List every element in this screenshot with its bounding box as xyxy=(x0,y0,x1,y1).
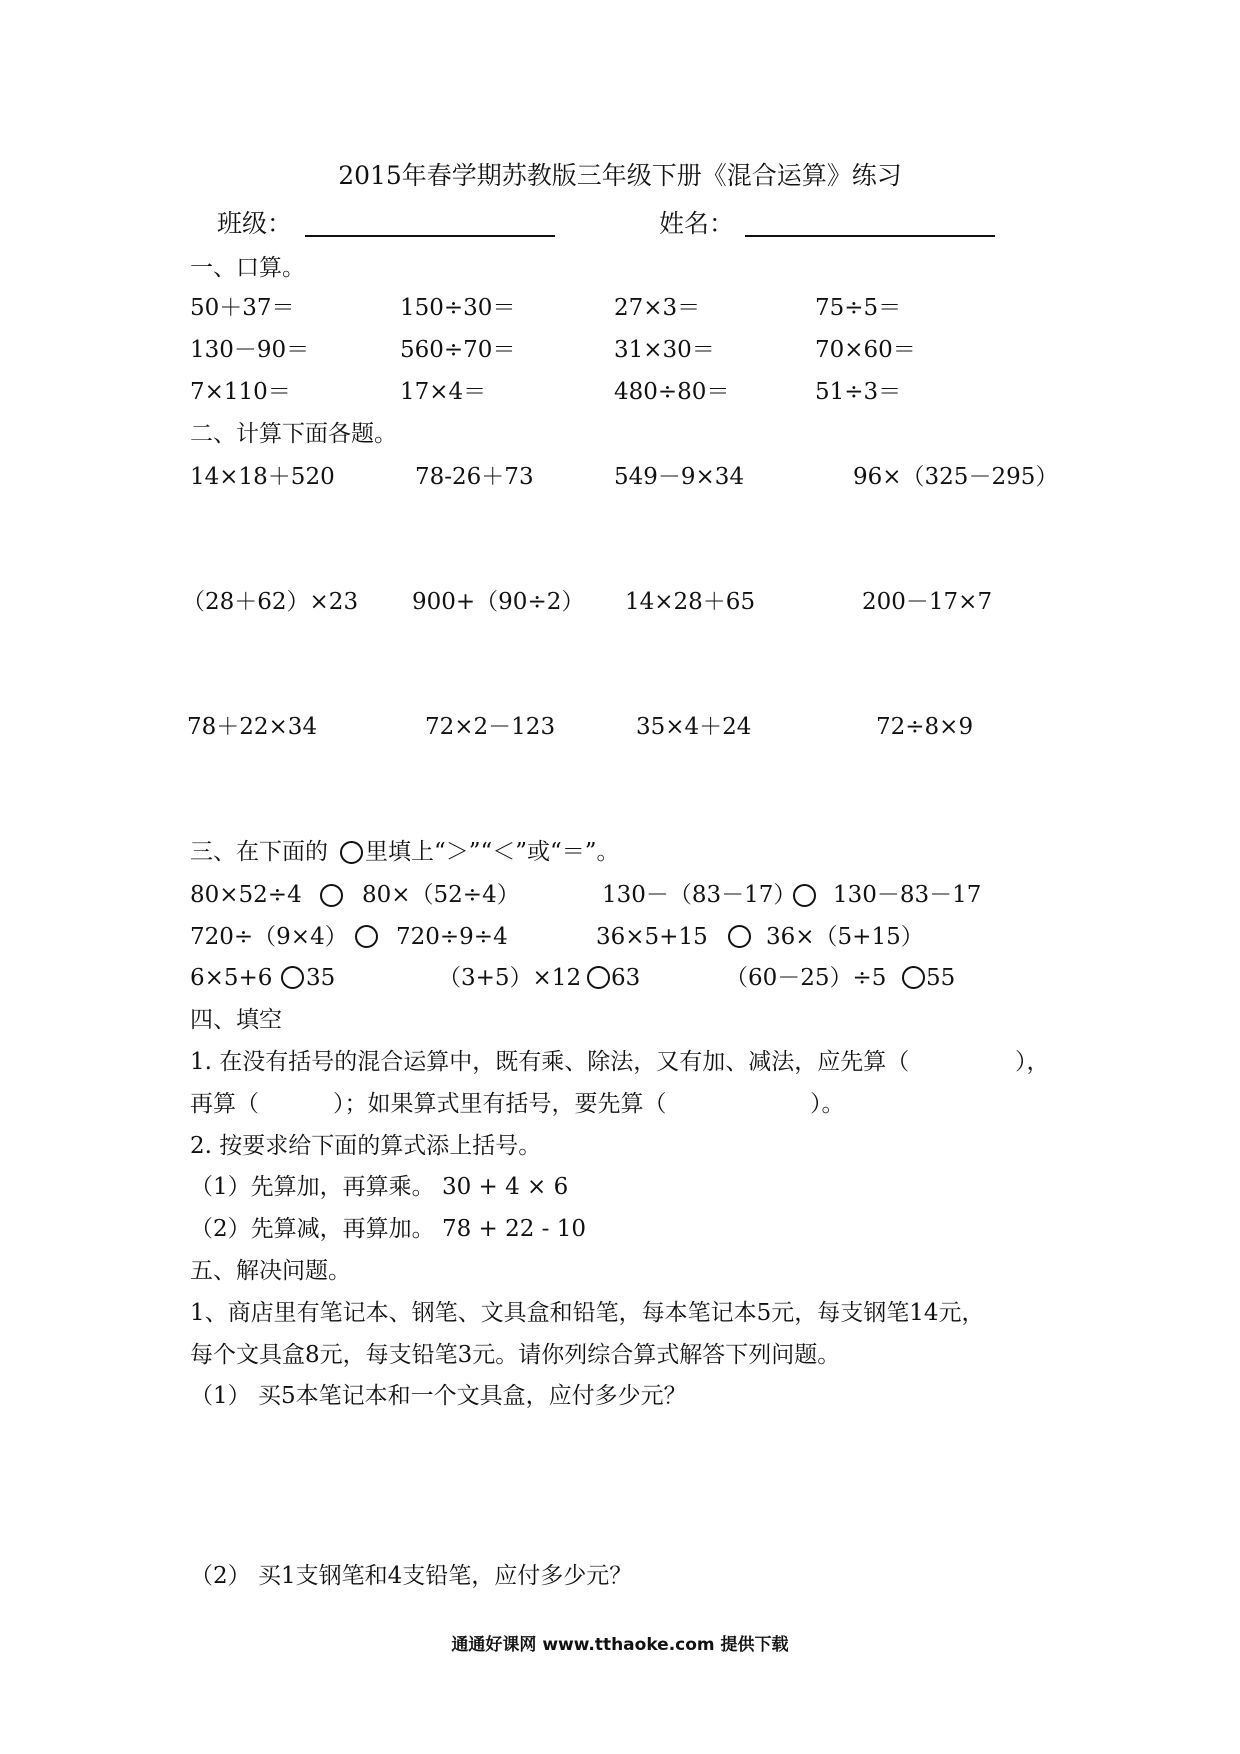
calc-item: 549－9×34 xyxy=(614,464,745,490)
compare-circle[interactable] xyxy=(355,925,378,948)
fill-q1-line2-end: ）。 xyxy=(810,1091,845,1117)
calc-item: 72÷8×9 xyxy=(876,714,974,740)
compare-right: 55 xyxy=(926,965,956,991)
compare-right: 80×（52÷4） xyxy=(362,882,520,908)
section-3-heading-rest: 里填上“＞”“＜”或“＝”。 xyxy=(365,839,620,865)
calc-item: 900+（90÷2） xyxy=(412,589,585,615)
section-1-heading: 一、口算。 xyxy=(190,255,305,281)
calc-item: 14×18＋520 xyxy=(190,464,335,490)
compare-circle[interactable] xyxy=(902,966,925,989)
oral-item: 51÷3＝ xyxy=(815,379,902,405)
oral-item: 70×60＝ xyxy=(815,337,916,363)
calc-item: 96×（325－295） xyxy=(853,464,1059,490)
oral-item: 480÷80＝ xyxy=(614,379,730,405)
calc-item: （28＋62）×23 xyxy=(182,589,359,615)
fill-q1-line2-mid: ）；如果算式里有括号，要先算（ xyxy=(333,1091,667,1117)
oral-item: 50＋37＝ xyxy=(190,295,295,321)
section-2-heading: 二、计算下面各题。 xyxy=(190,421,397,447)
name-label: 姓名： xyxy=(659,209,735,238)
problem-q1: （1） 买5本笔记本和一个文具盒，应付多少元？ xyxy=(190,1383,687,1409)
oral-item: 17×4＝ xyxy=(400,379,487,405)
calc-item: 14×28＋65 xyxy=(625,589,756,615)
fill-q1-line1-end: ）， xyxy=(1015,1049,1050,1075)
footer-note: 通通好课网 www.tthaoke.com 提供下载 xyxy=(451,1635,789,1655)
compare-circle[interactable] xyxy=(281,966,304,989)
compare-right: 720÷9÷4 xyxy=(396,924,508,950)
fill-q2-2: （2）先算减，再算加。 78 + 22 - 10 xyxy=(190,1216,587,1242)
compare-circle[interactable] xyxy=(320,884,343,907)
fill-q1-line1: 1. 在没有括号的混合运算中，既有乘、除法，又有加、减法，应先算（ xyxy=(190,1049,910,1075)
compare-left: （3+5）×12 xyxy=(438,965,582,991)
oral-item: 150÷30＝ xyxy=(400,295,516,321)
oral-item: 130－90＝ xyxy=(190,337,310,363)
compare-circle[interactable] xyxy=(728,925,751,948)
class-label: 班级： xyxy=(217,209,293,238)
section-4-heading: 四、填空 xyxy=(190,1007,282,1033)
calc-item: 78-26＋73 xyxy=(415,464,534,490)
compare-left: 720÷（9×4） xyxy=(190,924,348,950)
oral-item: 27×3＝ xyxy=(614,295,701,321)
calc-item: 200－17×7 xyxy=(862,589,993,615)
compare-circle[interactable] xyxy=(587,966,610,989)
fill-q2-1: （1）先算加，再算乘。 30 + 4 × 6 xyxy=(190,1174,569,1200)
compare-circle[interactable] xyxy=(793,884,816,907)
section-3-heading: 三、在下面的 xyxy=(190,839,328,865)
calc-item: 35×4＋24 xyxy=(636,714,752,740)
oral-item: 7×110＝ xyxy=(190,379,291,405)
compare-left: 130－（83－17） xyxy=(602,882,797,908)
fill-q1-line2: 再算（ xyxy=(190,1091,259,1117)
class-blank[interactable] xyxy=(305,235,555,237)
problem-text: 每个文具盒8元，每支铅笔3元。请你列综合算式解答下列问题。 xyxy=(190,1342,841,1368)
oral-item: 75÷5＝ xyxy=(815,295,902,321)
calc-item: 72×2－123 xyxy=(425,714,556,740)
problem-q2: （2） 买1支钢笔和4支铅笔，应付多少元？ xyxy=(190,1563,633,1589)
oral-item: 31×30＝ xyxy=(614,337,715,363)
name-blank[interactable] xyxy=(745,235,995,237)
compare-right: 130－83－17 xyxy=(833,882,982,908)
compare-right: 35 xyxy=(306,965,336,991)
compare-left: （60－25）÷5 xyxy=(725,965,887,991)
section-5-heading: 五、解决问题。 xyxy=(190,1258,351,1284)
compare-right: 63 xyxy=(611,965,641,991)
calc-item: 78＋22×34 xyxy=(187,714,318,740)
compare-left: 36×5+15 xyxy=(596,924,708,950)
problem-text: 1、商店里有笔记本、钢笔、文具盒和铅笔，每本笔记本5元，每支钢笔14元， xyxy=(190,1300,985,1326)
compare-left: 6×5+6 xyxy=(190,965,273,991)
circle-icon xyxy=(340,841,363,864)
compare-right: 36×（5+15） xyxy=(766,924,924,950)
fill-q2: 2. 按要求给下面的算式添上括号。 xyxy=(190,1133,542,1159)
compare-left: 80×52÷4 xyxy=(190,882,302,908)
oral-item: 560÷70＝ xyxy=(400,337,516,363)
page-title: 2015年春学期苏教版三年级下册《混合运算》练习 xyxy=(338,161,902,190)
